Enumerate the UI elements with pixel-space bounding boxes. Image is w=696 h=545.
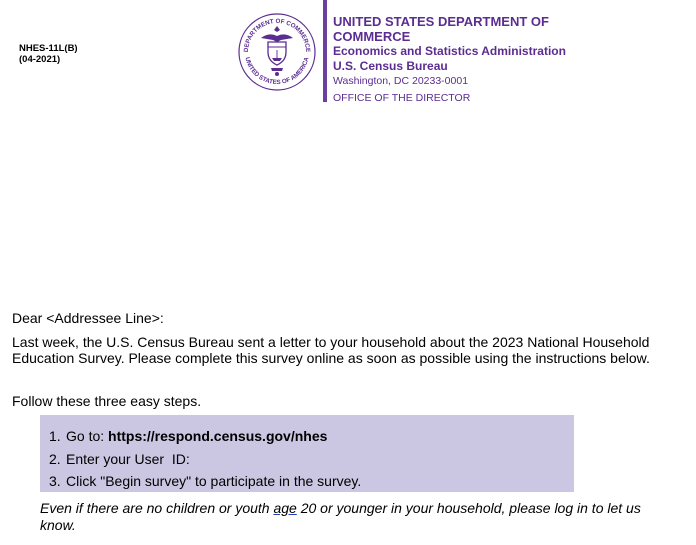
step-enter-user-id: [49, 448, 361, 471]
step-number: 3.: [49, 473, 61, 489]
step-text: Click "Begin survey" to participate in the survey.: [66, 473, 362, 489]
survey-url-link[interactable]: https://respond.census.gov/nhes: [108, 428, 328, 444]
step-number: 2.: [49, 450, 61, 467]
steps-intro: Follow these three easy steps.: [12, 393, 202, 409]
salutation: Dear <Addressee Line>:: [12, 310, 164, 326]
form-number: NHES-11L(B): [19, 43, 78, 54]
department-name-line1: UNITED STATES DEPARTMENT OF: [333, 14, 549, 29]
step-number: 1.: [49, 428, 61, 444]
department-of-commerce-seal: [237, 12, 317, 92]
steps-list: [49, 425, 361, 493]
bureau-name: U.S. Census Bureau: [333, 59, 448, 73]
instructions-box: [40, 415, 574, 492]
step-begin-survey: [49, 470, 361, 493]
administration-name: Economics and Statistics Administration: [333, 44, 566, 58]
letterhead: [333, 14, 566, 105]
form-date: (04-2021): [19, 54, 61, 65]
department-name-line2: COMMERCE: [333, 29, 411, 44]
letterhead-divider: [323, 0, 327, 102]
note-underlined-word: age: [273, 500, 297, 516]
step-text: Enter your User ID:: [66, 450, 190, 467]
note-text-end: 20 or younger in your household, please log in to let us know.: [40, 500, 645, 533]
form-identifier: [19, 43, 78, 65]
office-name: OFFICE OF THE DIRECTOR: [333, 92, 471, 104]
svg-text:UNITED STATES OF AMERICA: UNITED STATES OF AMERICA: [243, 56, 311, 87]
intro-paragraph: Last week, the U.S. Census Bureau sent a letter to your household about the 2023 National Household Education Survey. Please complete this survey online as soon as possible using the instructions below.: [12, 334, 650, 366]
note-text-start: Even if there are no children or youth: [40, 500, 274, 516]
step-go-to-url: [49, 425, 361, 448]
eligibility-note: [40, 500, 670, 534]
step-text: Go to:: [66, 428, 109, 444]
bureau-address: Washington, DC 20233-0001: [333, 75, 469, 87]
svg-text:DEPARTMENT OF COMMERCE: DEPARTMENT OF COMMERCE: [242, 17, 312, 53]
